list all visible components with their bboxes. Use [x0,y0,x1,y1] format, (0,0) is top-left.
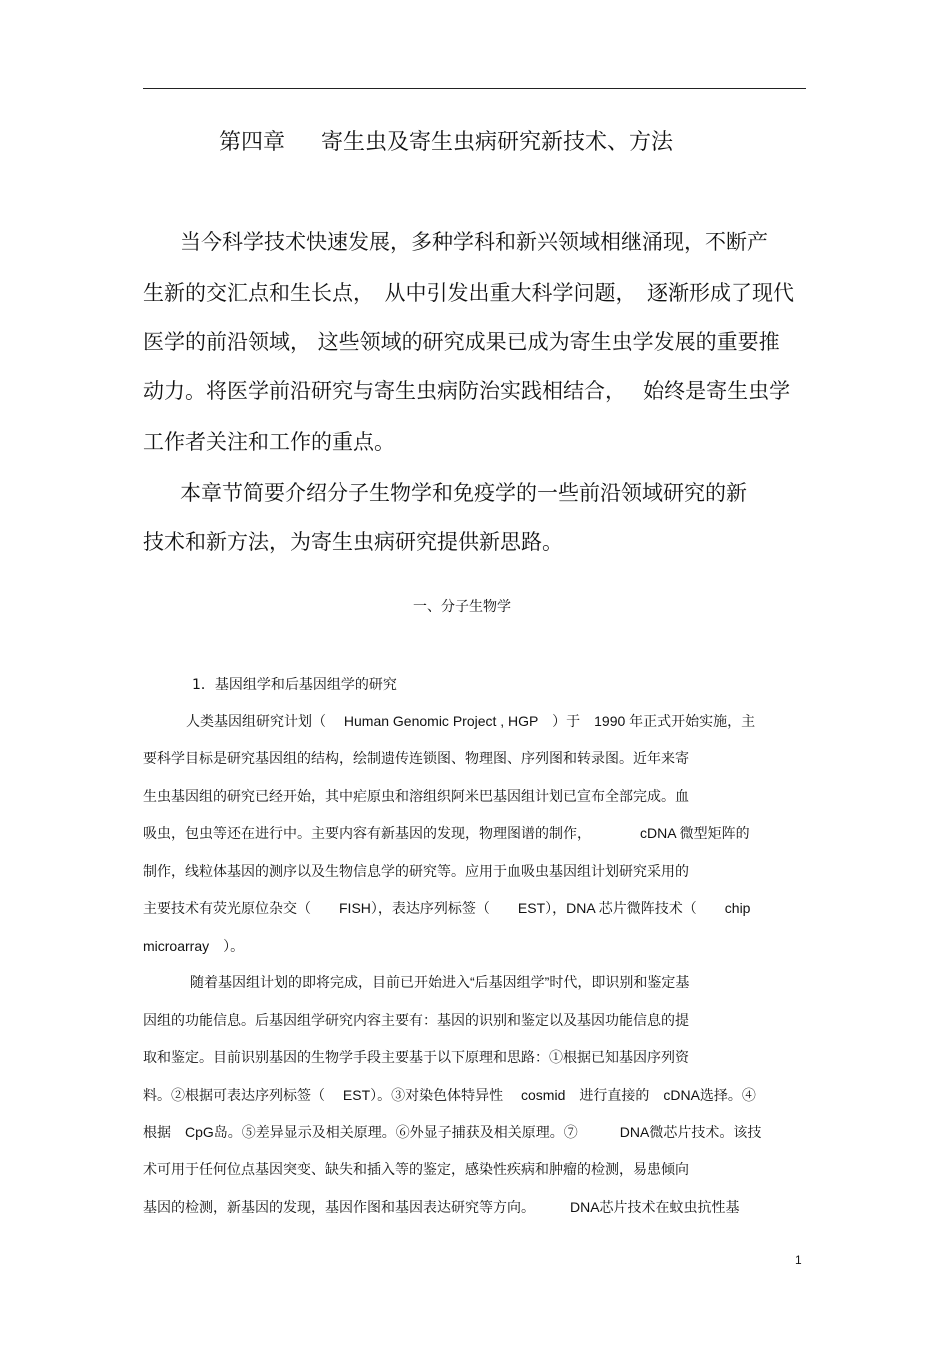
intro-p2-line-1: 本章节简要介绍分子生物学和免疫学的一些前沿领域研究的新 [180,481,747,505]
intro-p1-line-2: 生新的交汇点和生长点， 从中引发出重大科学问题， 逐渐形成了现代 [143,281,794,305]
s1-p1-line-3: 生虫基因组的研究已经开始，其中疟原虫和溶组织阿米巴基因组计划已宣布全部完成。血 [143,788,689,804]
intro-p1-line-4: 动力。将医学前沿研究与寄生虫病防治实践相结合， 始终是寄生虫学 [143,379,791,403]
s1-p2-line-6: 术可用于任何位点基因突变、缺失和插入等的鉴定，感染性疾病和肿瘤的检测，易患倾向 [143,1161,689,1177]
page-number: 1 [795,1253,802,1267]
subsection-heading: 1．基因组学和后基因组学的研究 [192,677,397,693]
section-heading: 一、分子生物学 [413,599,511,615]
intro-p1-line-1: 当今科学技术快速发展，多种学科和新兴领域相继涌现，不断产 [180,230,768,254]
s1-p2-line-4: 料。②根据可表达序列标签（ EST）。③对染色体特异性 cosmid 进行直接的 cDNA选择。④ [143,1087,756,1103]
intro-p2-line-2: 技术和新方法，为寄生虫病研究提供新思路。 [143,530,563,554]
s1-p2-line-5: 根据 CpG岛。⑤差异显示及相关原理。⑥外显子捕获及相关原理。⑦ DNA微芯片技术。该技 [143,1124,762,1140]
s1-p1-line-4: 吸虫，包虫等还在进行中。主要内容有新基因的发现，物理图谱的制作， cDNA 微型矩阵的 [143,825,750,841]
intro-p1-line-3: 医学的前沿领域， 这些领域的研究成果已成为寄生虫学发展的重要推 [143,330,780,354]
s1-p1-line-5: 制作，线粒体基因的测序以及生物信息学的研究等。应用于血吸虫基因组计划研究采用的 [143,863,689,879]
s1-p1-line-1: 人类基因组研究计划（ Human Genomic Project , HGP ）于 1990 年正式开始实施，主 [186,713,756,729]
s1-p2-line-3: 取和鉴定。目前识别基因的生物学手段主要基于以下原理和思路：①根据已知基因序列资 [143,1049,689,1065]
chapter-number: 第四章 [219,130,286,155]
s1-p2-line-7: 基因的检测，新基因的发现，基因作图和基因表达研究等方向。 DNA芯片技术在蚊虫抗性基 [143,1199,740,1215]
s1-p2-line-1: 随着基因组计划的即将完成，目前已开始进入“后基因组学”时代，即识别和鉴定基 [190,974,690,990]
chapter-title-text: 寄生虫及寄生虫病研究新技术、方法 [321,130,674,155]
header-rule [143,88,806,89]
intro-p1-line-5: 工作者关注和工作的重点。 [143,430,395,454]
s1-p1-line-6: 主要技术有荧光原位杂交（ FISH），表达序列标签（ EST），DNA 芯片微阵技术（ chip [143,900,751,916]
chapter-title [219,128,673,158]
s1-p1-line-2: 要科学目标是研究基因组的结构，绘制遗传连锁图、物理图、序列图和转录图。近年来寄 [143,750,689,766]
s1-p1-line-7: microarray ）。 [143,938,245,954]
s1-p2-line-2: 因组的功能信息。后基因组学研究内容主要有：基因的识别和鉴定以及基因功能信息的提 [143,1012,689,1028]
